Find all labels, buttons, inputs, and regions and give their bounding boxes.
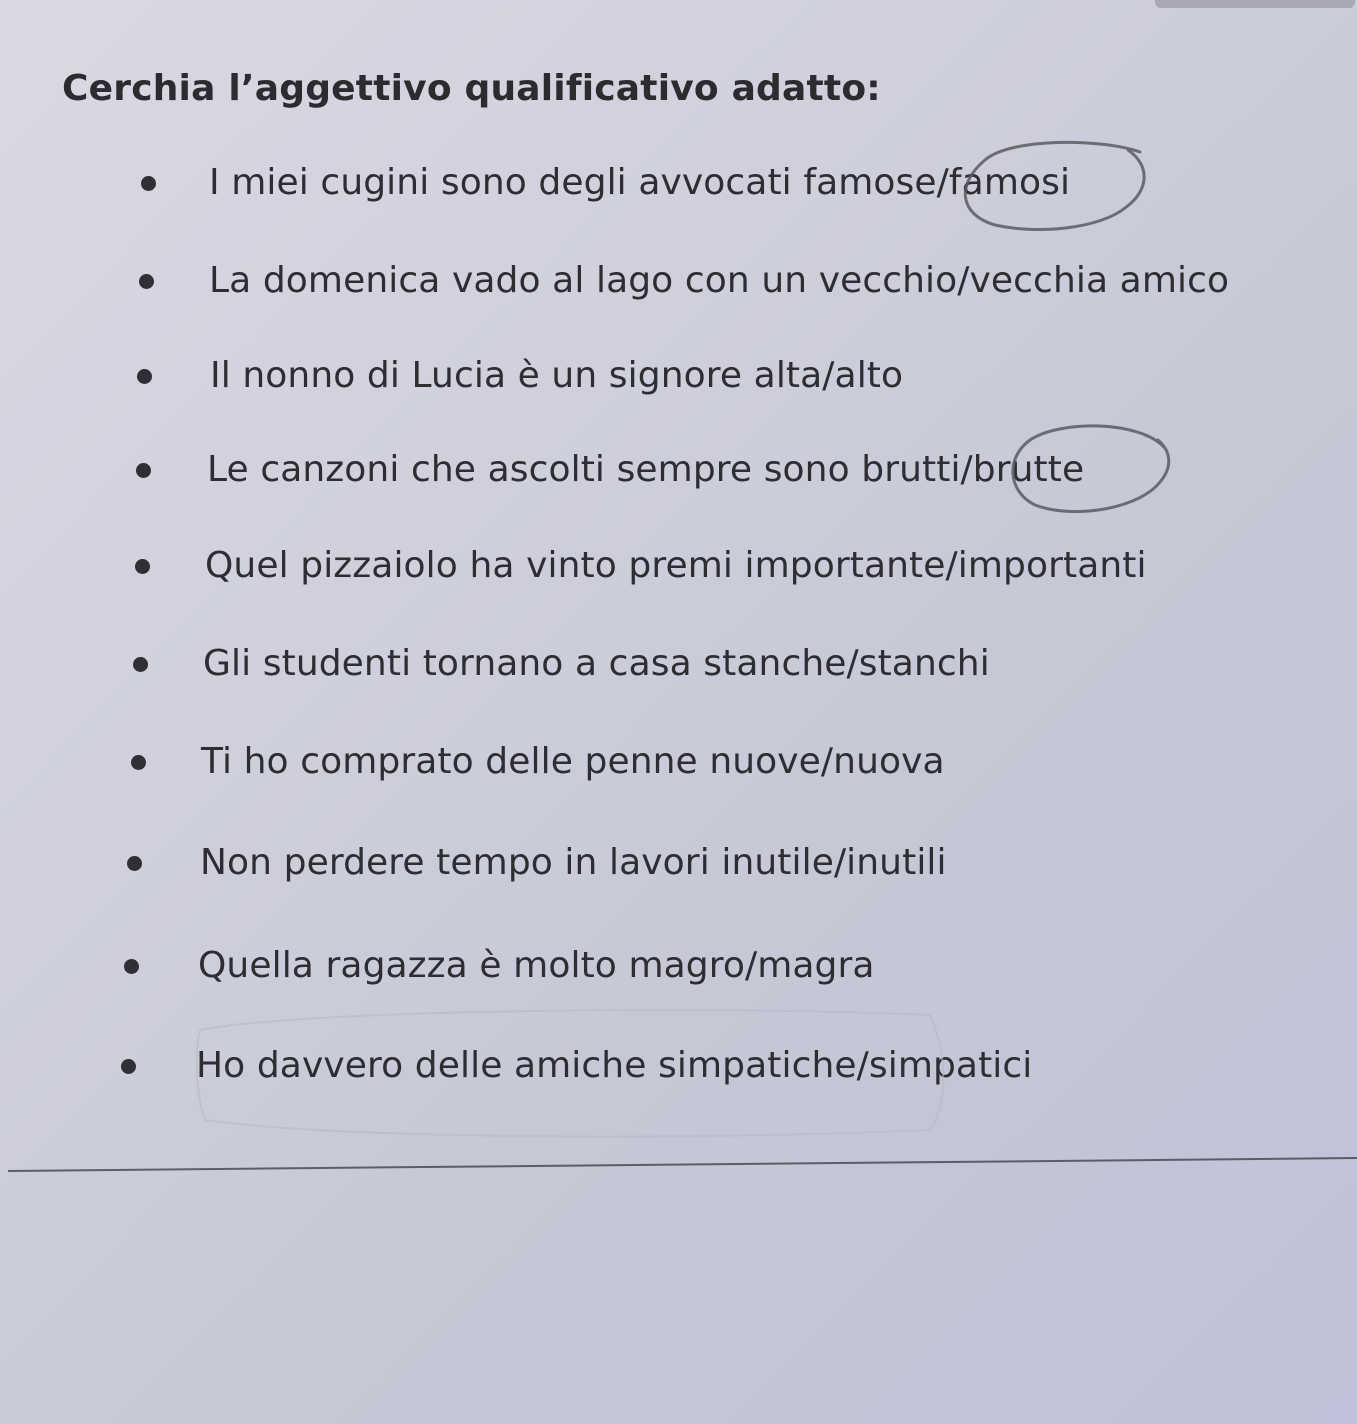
item-text: Il nonno di Lucia è un signore alta/alto: [210, 355, 904, 396]
item-text: Quella ragazza è molto magro/magra: [198, 945, 875, 986]
bullet-icon: [124, 959, 139, 974]
bullet-icon: [127, 856, 142, 871]
bullet-icon: [121, 1059, 136, 1074]
item-text: Quel pizzaiolo ha vinto premi importante/importanti: [205, 545, 1147, 586]
bullet-icon: [141, 176, 156, 191]
bullet-icon: [135, 559, 150, 574]
item-text: Ti ho comprato delle penne nuove/nuova: [201, 741, 945, 782]
item-text: La domenica vado al lago con un vecchio/vecchia amico: [209, 260, 1230, 301]
item-text: I miei cugini sono degli avvocati famose/famosi: [209, 162, 1071, 203]
item-text: Ho davvero delle amiche simpatiche/simpatici: [196, 1045, 1033, 1086]
item-text: Le canzoni che ascolti sempre sono brutti/brutte: [207, 449, 1085, 490]
bullet-icon: [137, 369, 152, 384]
bullet-icon: [131, 755, 146, 770]
bullet-icon: [136, 463, 151, 478]
bullet-icon: [139, 274, 154, 289]
item-text: Gli studenti tornano a casa stanche/stanchi: [203, 643, 990, 684]
item-text: Non perdere tempo in lavori inutile/inutili: [200, 842, 947, 883]
bullet-icon: [133, 657, 148, 672]
exercise-title: Cerchia l’aggettivo qualificativo adatto:: [62, 68, 881, 109]
